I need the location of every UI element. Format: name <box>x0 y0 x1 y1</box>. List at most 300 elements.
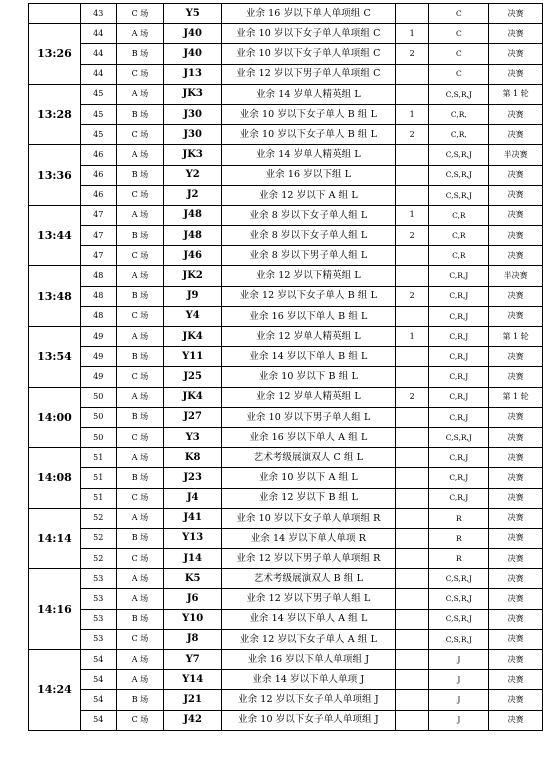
time-slot: 13:48 <box>29 266 81 327</box>
stage-cell: 决赛 <box>489 549 543 569</box>
event-name-cell: 业余 12 岁单人精英组 L <box>222 327 396 347</box>
floor-area-cell: A 场 <box>116 24 164 44</box>
stage-cell: 决赛 <box>489 286 543 306</box>
dances-cell: C,R, <box>429 104 489 124</box>
stage-cell: 决赛 <box>489 427 543 447</box>
stage-cell: 决赛 <box>489 508 543 528</box>
dances-cell: R <box>429 528 489 548</box>
floor-area-cell: A 场 <box>116 448 164 468</box>
floor-area-cell: A 场 <box>116 508 164 528</box>
round-number-cell: 48 <box>80 286 116 306</box>
round-number-cell: 45 <box>80 104 116 124</box>
event-name-cell: 业余 16 岁以下单人单项组 C <box>222 4 396 24</box>
table-row <box>29 185 543 205</box>
dances-cell: C,R,J <box>429 448 489 468</box>
floor-area-cell: A 场 <box>116 205 164 225</box>
table-row <box>29 407 543 427</box>
time-slot <box>29 4 81 24</box>
heat-number-cell <box>395 650 429 670</box>
time-slot: 14:14 <box>29 508 81 569</box>
stage-cell: 决赛 <box>489 125 543 145</box>
heat-number-cell <box>395 710 429 730</box>
event-code-cell: J40 <box>164 44 222 64</box>
event-name-cell: 业余 10 岁以下 B 组 L <box>222 367 396 387</box>
schedule-body <box>29 4 543 731</box>
event-code-cell: JK2 <box>164 266 222 286</box>
stage-cell: 决赛 <box>489 629 543 649</box>
stage-cell: 决赛 <box>489 185 543 205</box>
round-number-cell: 44 <box>80 24 116 44</box>
table-row <box>29 44 543 64</box>
event-name-cell: 业余 14 岁以下单人单项 R <box>222 528 396 548</box>
round-number-cell: 52 <box>80 508 116 528</box>
round-number-cell: 49 <box>80 367 116 387</box>
table-row <box>29 549 543 569</box>
table-row <box>29 327 543 347</box>
stage-cell: 决赛 <box>489 205 543 225</box>
event-code-cell: Y3 <box>164 427 222 447</box>
event-name-cell: 业余 16 岁以下单人 A 组 L <box>222 427 396 447</box>
table-row <box>29 528 543 548</box>
floor-area-cell: B 场 <box>116 468 164 488</box>
event-name-cell: 业余 12 岁以下 B 组 L <box>222 488 396 508</box>
table-row <box>29 367 543 387</box>
event-name-cell: 业余 10 岁以下男子单人组 L <box>222 407 396 427</box>
event-code-cell: J14 <box>164 549 222 569</box>
dances-cell: C,S,R,J <box>429 165 489 185</box>
dances-cell: J <box>429 710 489 730</box>
event-name-cell: 业余 12 岁以下女子单人单项组 J <box>222 690 396 710</box>
stage-cell: 决赛 <box>489 4 543 24</box>
stage-cell: 决赛 <box>489 64 543 84</box>
table-row <box>29 710 543 730</box>
round-number-cell: 47 <box>80 246 116 266</box>
event-name-cell: 业余 14 岁单人精英组 L <box>222 145 396 165</box>
floor-area-cell: C 场 <box>116 549 164 569</box>
stage-cell: 决赛 <box>489 407 543 427</box>
stage-cell: 决赛 <box>489 690 543 710</box>
event-code-cell: Y7 <box>164 650 222 670</box>
table-row <box>29 24 543 44</box>
floor-area-cell: B 场 <box>116 104 164 124</box>
heat-number-cell <box>395 508 429 528</box>
round-number-cell: 53 <box>80 569 116 589</box>
stage-cell: 半决赛 <box>489 266 543 286</box>
table-row <box>29 165 543 185</box>
time-slot: 14:16 <box>29 569 81 650</box>
event-name-cell: 艺术考级展演双人 C 组 L <box>222 448 396 468</box>
stage-cell: 第 1 轮 <box>489 84 543 104</box>
round-number-cell: 44 <box>80 44 116 64</box>
stage-cell: 决赛 <box>489 670 543 690</box>
round-number-cell: 43 <box>80 4 116 24</box>
floor-area-cell: B 场 <box>116 690 164 710</box>
stage-cell: 决赛 <box>489 24 543 44</box>
time-slot: 13:26 <box>29 24 81 85</box>
floor-area-cell: C 场 <box>116 125 164 145</box>
heat-number-cell <box>395 427 429 447</box>
event-name-cell: 业余 10 岁以下女子单人 B 组 L <box>222 104 396 124</box>
dances-cell: C <box>429 44 489 64</box>
dances-cell: C,R, <box>429 125 489 145</box>
round-number-cell: 49 <box>80 327 116 347</box>
event-code-cell: Y10 <box>164 609 222 629</box>
round-number-cell: 50 <box>80 387 116 407</box>
table-row <box>29 306 543 326</box>
event-name-cell: 业余 10 岁以下女子单人单项组 J <box>222 710 396 730</box>
event-code-cell: J30 <box>164 104 222 124</box>
event-code-cell: Y2 <box>164 165 222 185</box>
table-row <box>29 84 543 104</box>
table-row <box>29 205 543 225</box>
floor-area-cell: A 场 <box>116 145 164 165</box>
stage-cell: 决赛 <box>489 246 543 266</box>
round-number-cell: 54 <box>80 650 116 670</box>
stage-cell: 决赛 <box>489 367 543 387</box>
table-row <box>29 347 543 367</box>
event-name-cell: 业余 16 岁以下组 L <box>222 165 396 185</box>
round-number-cell: 53 <box>80 629 116 649</box>
table-row <box>29 569 543 589</box>
dances-cell: C,S,R,J <box>429 145 489 165</box>
dances-cell: C,R,J <box>429 327 489 347</box>
time-slot: 14:00 <box>29 387 81 448</box>
event-code-cell: Y13 <box>164 528 222 548</box>
stage-cell: 决赛 <box>489 44 543 64</box>
floor-area-cell: A 场 <box>116 569 164 589</box>
round-number-cell: 46 <box>80 145 116 165</box>
round-number-cell: 45 <box>80 84 116 104</box>
event-name-cell: 业余 16 岁以下单人 B 组 L <box>222 306 396 326</box>
heat-number-cell <box>395 448 429 468</box>
floor-area-cell: A 场 <box>116 650 164 670</box>
dances-cell: C,R,J <box>429 468 489 488</box>
stage-cell: 决赛 <box>489 650 543 670</box>
schedule-table <box>28 3 543 731</box>
table-row <box>29 286 543 306</box>
heat-number-cell <box>395 185 429 205</box>
event-code-cell: J30 <box>164 125 222 145</box>
dances-cell: C,S,R,J <box>429 609 489 629</box>
event-code-cell: J4 <box>164 488 222 508</box>
round-number-cell: 48 <box>80 266 116 286</box>
floor-area-cell: C 场 <box>116 488 164 508</box>
dances-cell: R <box>429 508 489 528</box>
event-code-cell: J42 <box>164 710 222 730</box>
table-row <box>29 387 543 407</box>
dances-cell: C,S,R,J <box>429 589 489 609</box>
floor-area-cell: A 场 <box>116 589 164 609</box>
floor-area-cell: A 场 <box>116 327 164 347</box>
floor-area-cell: C 场 <box>116 710 164 730</box>
event-name-cell: 业余 16 岁以下单人单项组 J <box>222 650 396 670</box>
round-number-cell: 51 <box>80 468 116 488</box>
heat-number-cell <box>395 84 429 104</box>
heat-number-cell <box>395 589 429 609</box>
dances-cell: C,S,R,J <box>429 84 489 104</box>
round-number-cell: 54 <box>80 710 116 730</box>
event-name-cell: 业余 12 岁以下男子单人单项组 R <box>222 549 396 569</box>
floor-area-cell: B 场 <box>116 407 164 427</box>
table-row <box>29 145 543 165</box>
event-name-cell: 业余 12 岁以下男子单人单项组 C <box>222 64 396 84</box>
dances-cell: C,S,R,J <box>429 629 489 649</box>
stage-cell: 决赛 <box>489 710 543 730</box>
time-slot: 13:44 <box>29 205 81 266</box>
event-code-cell: K5 <box>164 569 222 589</box>
stage-cell: 决赛 <box>489 609 543 629</box>
event-name-cell: 艺术考级展演双人 B 组 L <box>222 569 396 589</box>
heat-number-cell <box>395 609 429 629</box>
table-row <box>29 64 543 84</box>
event-name-cell: 业余 12 岁单人精英组 L <box>222 387 396 407</box>
event-code-cell: JK4 <box>164 387 222 407</box>
dances-cell: C,R,J <box>429 367 489 387</box>
heat-number-cell <box>395 246 429 266</box>
event-name-cell: 业余 10 岁以下女子单人单项组 R <box>222 508 396 528</box>
floor-area-cell: B 场 <box>116 347 164 367</box>
event-code-cell: J6 <box>164 589 222 609</box>
event-code-cell: K8 <box>164 448 222 468</box>
floor-area-cell: B 场 <box>116 44 164 64</box>
round-number-cell: 47 <box>80 205 116 225</box>
floor-area-cell: B 场 <box>116 165 164 185</box>
dances-cell: J <box>429 650 489 670</box>
event-code-cell: J27 <box>164 407 222 427</box>
heat-number-cell <box>395 266 429 286</box>
dances-cell: C,R,J <box>429 286 489 306</box>
event-code-cell: Y5 <box>164 4 222 24</box>
heat-number-cell <box>395 347 429 367</box>
round-number-cell: 54 <box>80 690 116 710</box>
dances-cell: J <box>429 690 489 710</box>
dances-cell: J <box>429 670 489 690</box>
event-name-cell: 业余 14 岁以下单人 B 组 L <box>222 347 396 367</box>
event-code-cell: J41 <box>164 508 222 528</box>
heat-number-cell <box>395 306 429 326</box>
heat-number-cell <box>395 468 429 488</box>
table-row <box>29 508 543 528</box>
stage-cell: 第 1 轮 <box>489 387 543 407</box>
table-row <box>29 609 543 629</box>
heat-number-cell <box>395 549 429 569</box>
floor-area-cell: C 场 <box>116 629 164 649</box>
event-name-cell: 业余 12 岁以下女子单人 A 组 L <box>222 629 396 649</box>
event-name-cell: 业余 14 岁以下单人 A 组 L <box>222 609 396 629</box>
event-name-cell: 业余 10 岁以下女子单人单项组 C <box>222 24 396 44</box>
dances-cell: C,R,J <box>429 266 489 286</box>
dances-cell: C,S,R,J <box>429 427 489 447</box>
heat-number-cell <box>395 670 429 690</box>
event-code-cell: J2 <box>164 185 222 205</box>
table-row <box>29 266 543 286</box>
dances-cell: C,R <box>429 246 489 266</box>
stage-cell: 决赛 <box>489 104 543 124</box>
event-code-cell: J25 <box>164 367 222 387</box>
event-code-cell: J23 <box>164 468 222 488</box>
round-number-cell: 46 <box>80 185 116 205</box>
floor-area-cell: A 场 <box>116 84 164 104</box>
round-number-cell: 49 <box>80 347 116 367</box>
heat-number-cell <box>395 569 429 589</box>
heat-number-cell: 2 <box>395 286 429 306</box>
table-row <box>29 650 543 670</box>
heat-number-cell <box>395 629 429 649</box>
heat-number-cell <box>395 165 429 185</box>
dances-cell: C <box>429 64 489 84</box>
floor-area-cell: B 场 <box>116 286 164 306</box>
round-number-cell: 50 <box>80 407 116 427</box>
event-code-cell: JK3 <box>164 84 222 104</box>
event-code-cell: J48 <box>164 226 222 246</box>
event-code-cell: Y11 <box>164 347 222 367</box>
stage-cell: 决赛 <box>489 347 543 367</box>
dances-cell: C,R,J <box>429 488 489 508</box>
heat-number-cell <box>395 528 429 548</box>
table-row <box>29 246 543 266</box>
floor-area-cell: B 场 <box>116 528 164 548</box>
event-name-cell: 业余 12 岁以下精英组 L <box>222 266 396 286</box>
event-name-cell: 业余 12 岁以下男子单人组 L <box>222 589 396 609</box>
event-code-cell: J40 <box>164 24 222 44</box>
stage-cell: 第 1 轮 <box>489 327 543 347</box>
table-row <box>29 427 543 447</box>
round-number-cell: 52 <box>80 528 116 548</box>
event-name-cell: 业余 8 岁以下男子单人组 L <box>222 246 396 266</box>
table-row <box>29 226 543 246</box>
round-number-cell: 53 <box>80 589 116 609</box>
heat-number-cell <box>395 145 429 165</box>
table-row <box>29 104 543 124</box>
dances-cell: C,R,J <box>429 387 489 407</box>
heat-number-cell <box>395 4 429 24</box>
event-code-cell: J9 <box>164 286 222 306</box>
heat-number-cell: 1 <box>395 327 429 347</box>
dances-cell: C,R,J <box>429 347 489 367</box>
floor-area-cell: A 场 <box>116 387 164 407</box>
heat-number-cell <box>395 690 429 710</box>
event-code-cell: Y4 <box>164 306 222 326</box>
time-slot: 13:36 <box>29 145 81 206</box>
stage-cell: 决赛 <box>489 528 543 548</box>
floor-area-cell: C 场 <box>116 306 164 326</box>
round-number-cell: 45 <box>80 125 116 145</box>
event-code-cell: J48 <box>164 205 222 225</box>
time-slot: 13:54 <box>29 327 81 388</box>
event-name-cell: 业余 12 岁以下 A 组 L <box>222 185 396 205</box>
heat-number-cell: 1 <box>395 24 429 44</box>
dances-cell: C <box>429 24 489 44</box>
round-number-cell: 53 <box>80 609 116 629</box>
event-name-cell: 业余 14 岁以下单人单项 J <box>222 670 396 690</box>
floor-area-cell: C 场 <box>116 367 164 387</box>
round-number-cell: 51 <box>80 448 116 468</box>
table-row <box>29 125 543 145</box>
heat-number-cell: 1 <box>395 205 429 225</box>
event-code-cell: J8 <box>164 629 222 649</box>
stage-cell: 决赛 <box>489 468 543 488</box>
table-row <box>29 4 543 24</box>
heat-number-cell: 2 <box>395 125 429 145</box>
event-code-cell: JK3 <box>164 145 222 165</box>
stage-cell: 决赛 <box>489 448 543 468</box>
stage-cell: 决赛 <box>489 488 543 508</box>
round-number-cell: 50 <box>80 427 116 447</box>
round-number-cell: 44 <box>80 64 116 84</box>
dances-cell: C,R <box>429 205 489 225</box>
table-row <box>29 670 543 690</box>
event-name-cell: 业余 8 岁以下女子单人组 L <box>222 226 396 246</box>
floor-area-cell: C 场 <box>116 427 164 447</box>
round-number-cell: 54 <box>80 670 116 690</box>
floor-area-cell: C 场 <box>116 64 164 84</box>
heat-number-cell <box>395 64 429 84</box>
round-number-cell: 47 <box>80 226 116 246</box>
round-number-cell: 52 <box>80 549 116 569</box>
table-row <box>29 448 543 468</box>
floor-area-cell: A 场 <box>116 266 164 286</box>
heat-number-cell: 2 <box>395 226 429 246</box>
stage-cell: 决赛 <box>489 306 543 326</box>
stage-cell: 决赛 <box>489 165 543 185</box>
stage-cell: 决赛 <box>489 589 543 609</box>
round-number-cell: 46 <box>80 165 116 185</box>
stage-cell: 半决赛 <box>489 145 543 165</box>
event-name-cell: 业余 10 岁以下 A 组 L <box>222 468 396 488</box>
time-slot: 13:28 <box>29 84 81 145</box>
stage-cell: 决赛 <box>489 226 543 246</box>
dances-cell: C,R,J <box>429 306 489 326</box>
event-name-cell: 业余 8 岁以下女子单人组 L <box>222 205 396 225</box>
round-number-cell: 48 <box>80 306 116 326</box>
heat-number-cell: 2 <box>395 44 429 64</box>
heat-number-cell <box>395 488 429 508</box>
table-row <box>29 488 543 508</box>
event-name-cell: 业余 14 岁单人精英组 L <box>222 84 396 104</box>
time-slot: 14:24 <box>29 650 81 731</box>
event-code-cell: JK4 <box>164 327 222 347</box>
floor-area-cell: C 场 <box>116 4 164 24</box>
time-slot: 14:08 <box>29 448 81 509</box>
event-name-cell: 业余 12 岁以下女子单人 B 组 L <box>222 286 396 306</box>
dances-cell: C,S,R,J <box>429 569 489 589</box>
floor-area-cell: C 场 <box>116 246 164 266</box>
table-row <box>29 629 543 649</box>
dances-cell: C,S,R,J <box>429 185 489 205</box>
table-row <box>29 468 543 488</box>
heat-number-cell: 2 <box>395 387 429 407</box>
dances-cell: C <box>429 4 489 24</box>
dances-cell: R <box>429 549 489 569</box>
heat-number-cell <box>395 407 429 427</box>
stage-cell: 决赛 <box>489 569 543 589</box>
floor-area-cell: B 场 <box>116 226 164 246</box>
event-code-cell: J21 <box>164 690 222 710</box>
table-row <box>29 690 543 710</box>
heat-number-cell: 1 <box>395 104 429 124</box>
event-code-cell: J46 <box>164 246 222 266</box>
floor-area-cell: A 场 <box>116 670 164 690</box>
event-code-cell: Y14 <box>164 670 222 690</box>
dances-cell: C,R <box>429 226 489 246</box>
event-code-cell: J13 <box>164 64 222 84</box>
floor-area-cell: B 场 <box>116 609 164 629</box>
heat-number-cell <box>395 367 429 387</box>
dances-cell: C,R,J <box>429 407 489 427</box>
round-number-cell: 51 <box>80 488 116 508</box>
table-row <box>29 589 543 609</box>
floor-area-cell: C 场 <box>116 185 164 205</box>
